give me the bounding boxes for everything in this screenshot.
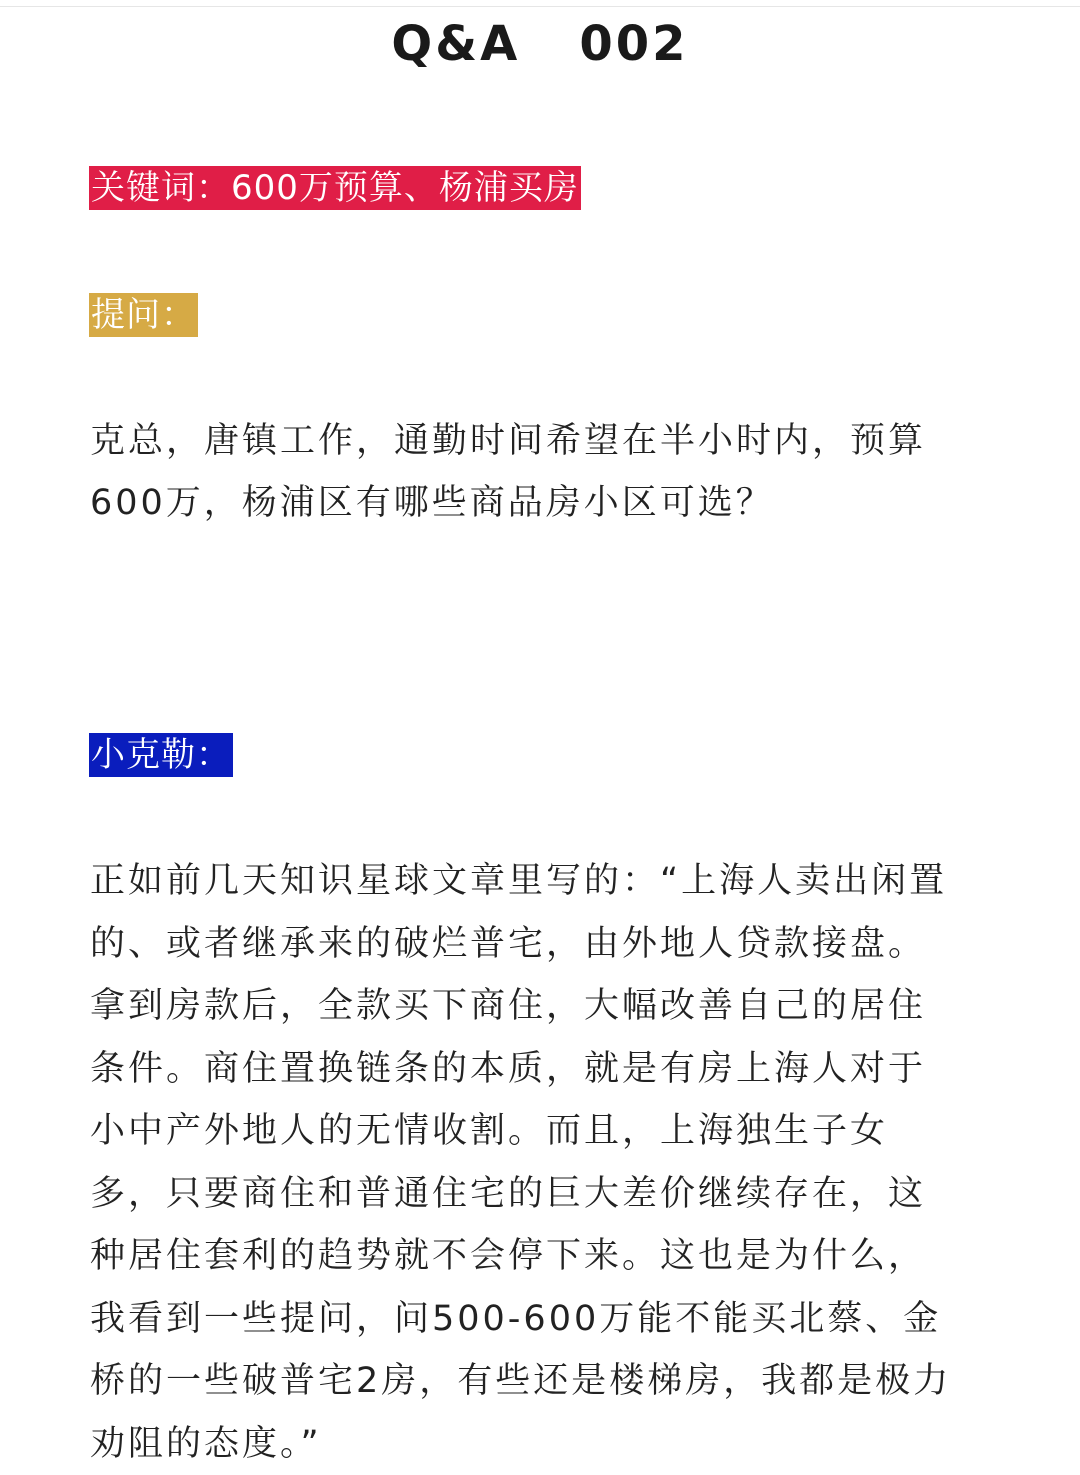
- answer-line: 拿到房款后，全款买下商住，大幅改善自己的居住: [90, 986, 927, 1026]
- question-line: 600万，杨浦区有哪些商品房小区可选？: [90, 483, 774, 523]
- answer-line: 桥的一些破普宅2房，有些还是楼梯房，我都是极力: [90, 1361, 952, 1401]
- page-title: Q&A 002: [391, 16, 689, 72]
- answer-line: 小中产外地人的无情收割。而且，上海独生子女: [90, 1111, 889, 1151]
- answer-line: 我看到一些提问，问500-600万能不能买北蔡、金: [90, 1298, 942, 1339]
- answer-line: 多，只要商住和普通住宅的巨大差价继续存在，这: [90, 1173, 927, 1214]
- answer-line: 劝阻的态度。”: [90, 1423, 322, 1464]
- answer-tag: 小克勒：: [91, 735, 231, 775]
- answer-line: 条件。商住置换链条的本质，就是有房上海人对于: [90, 1048, 927, 1089]
- answer-line: 种居住套利的趋势就不会停下来。这也是为什么，: [90, 1236, 927, 1276]
- answer-line: 的、或者继承来的破烂普宅，由外地人贷款接盘。: [90, 923, 927, 964]
- question-line: 克总，唐镇工作，通勤时间希望在半小时内，预算: [90, 421, 927, 461]
- answer-line: 正如前几天知识星球文章里写的：“上海人卖出闲置: [90, 861, 948, 901]
- question-tag: 提问：: [91, 295, 196, 335]
- question-paragraph: [90, 410, 990, 534]
- top-divider: [0, 6, 1080, 7]
- answer-paragraph: [90, 850, 990, 1475]
- keywords-tag: 关键词：600万预算、杨浦买房: [91, 168, 579, 208]
